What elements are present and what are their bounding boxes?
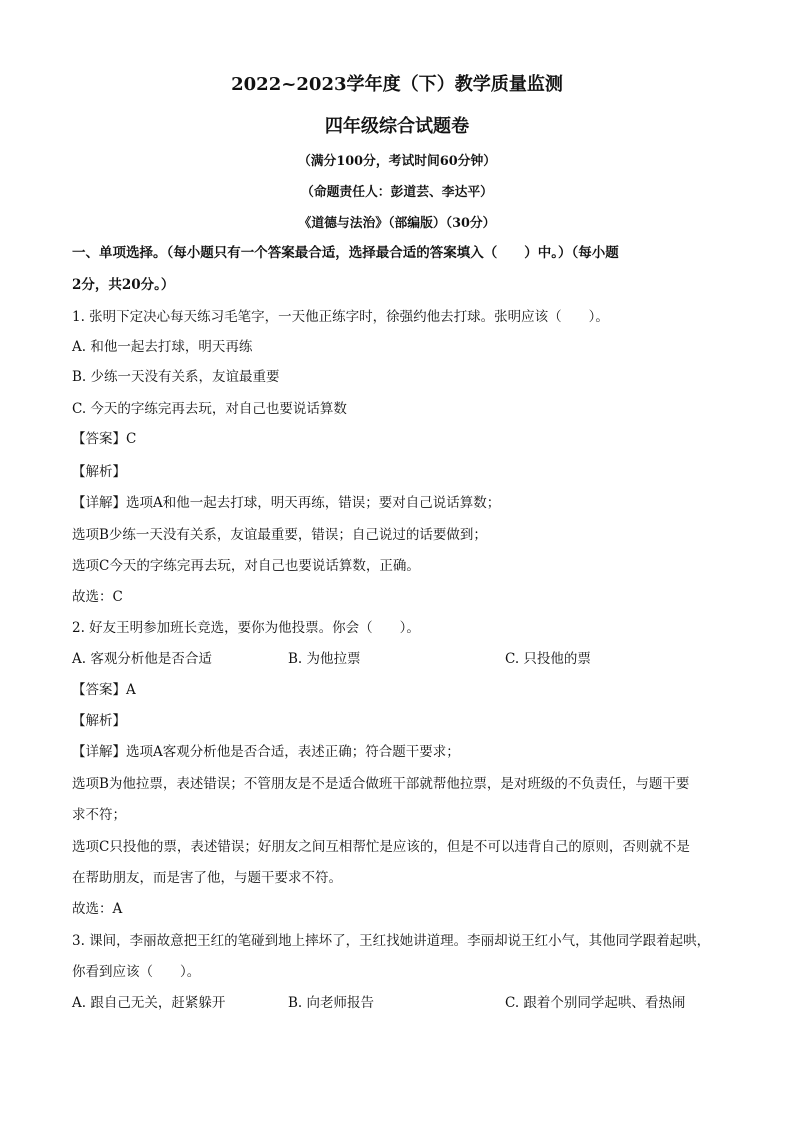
question-3-stem: 3. 课间，李丽故意把王红的笔碰到地上摔坏了，王红找她讲道理。李丽却说王红小气，其他同学跟着起哄， [72,933,711,949]
question-2-option-c: C. 只投他的票 [505,651,591,667]
question-1-choice: 故选：C [72,589,123,605]
question-2-detail-3-cont: 在帮助朋友，而是害了他，与题干要求不符。 [72,870,342,886]
question-1-answer: 【答案】C [72,431,137,447]
question-2-detail-2: 选项B为他拉票，表述错误；不管朋友是不是适合做班干部就帮他拉票，是对班级的不负责任，与题干要 [72,776,690,792]
question-2-detail-3: 选项C只投他的票，表述错误；好朋友之间互相帮忙是应该的，但是不可以违背自己的原则，否则就不是 [72,839,690,855]
score-time-note: （满分100分，考试时间60分钟） [297,154,497,169]
question-1-option-c: C. 今天的字练完再去玩，对自己也要说话算数 [72,401,347,417]
authors-note: （命题责任人：彭道芸、李达平） [301,185,493,200]
exam-title: 2022~2023学年度（下）教学质量监测 [231,74,563,95]
question-3-option-a: A. 跟自己无关，赶紧躲开 [72,995,226,1011]
question-2-detail-1: 【详解】选项A客观分析他是否合适，表述正确；符合题干要求； [72,744,460,760]
question-2-option-a: A. 客观分析他是否合适 [72,651,212,667]
subject-heading: 《道德与法治》（部编版）（30分） [298,216,496,231]
section-heading-cont: 2分，共20分。） [72,277,175,293]
section-heading: 一、单项选择。（每小题只有一个答案最合适，选择最合适的答案填入（ ）中。）（每小题 [72,245,619,261]
question-2-stem: 2. 好友王明参加班长竞选，要你为他投票。你会（ ）。 [72,620,420,636]
question-2-choice: 故选：A [72,901,123,917]
question-1-detail-1: 【详解】选项A和他一起去打球，明天再练，错误；要对自己说话算数； [72,495,501,511]
question-1-stem: 1. 张明下定决心每天练习毛笔字，一天他正练字时，徐强约他去打球。张明应该（ ）。 [72,309,609,325]
question-1-analysis-label: 【解析】 [72,464,126,480]
question-1-detail-3: 选项C今天的字练完再去玩，对自己也要说话算数，正确。 [72,558,420,574]
question-2-detail-2-cont: 求不符； [72,807,126,823]
question-3-option-c: C. 跟着个别同学起哄、看热闹 [505,995,686,1011]
question-1-detail-2: 选项B少练一天没有关系，友谊最重要，错误；自己说过的话要做到； [72,527,487,543]
question-1-option-b: B. 少练一天没有关系，友谊最重要 [72,369,280,385]
question-2-answer: 【答案】A [72,682,136,698]
exam-subtitle: 四年级综合试题卷 [324,116,470,137]
question-3-option-b: B. 向老师报告 [288,995,375,1011]
question-2-analysis-label: 【解析】 [72,713,126,729]
question-2-option-b: B. 为他拉票 [288,651,361,667]
question-3-stem-cont: 你看到应该（ ）。 [72,964,201,980]
question-1-option-a: A. 和他一起去打球，明天再练 [72,339,253,355]
